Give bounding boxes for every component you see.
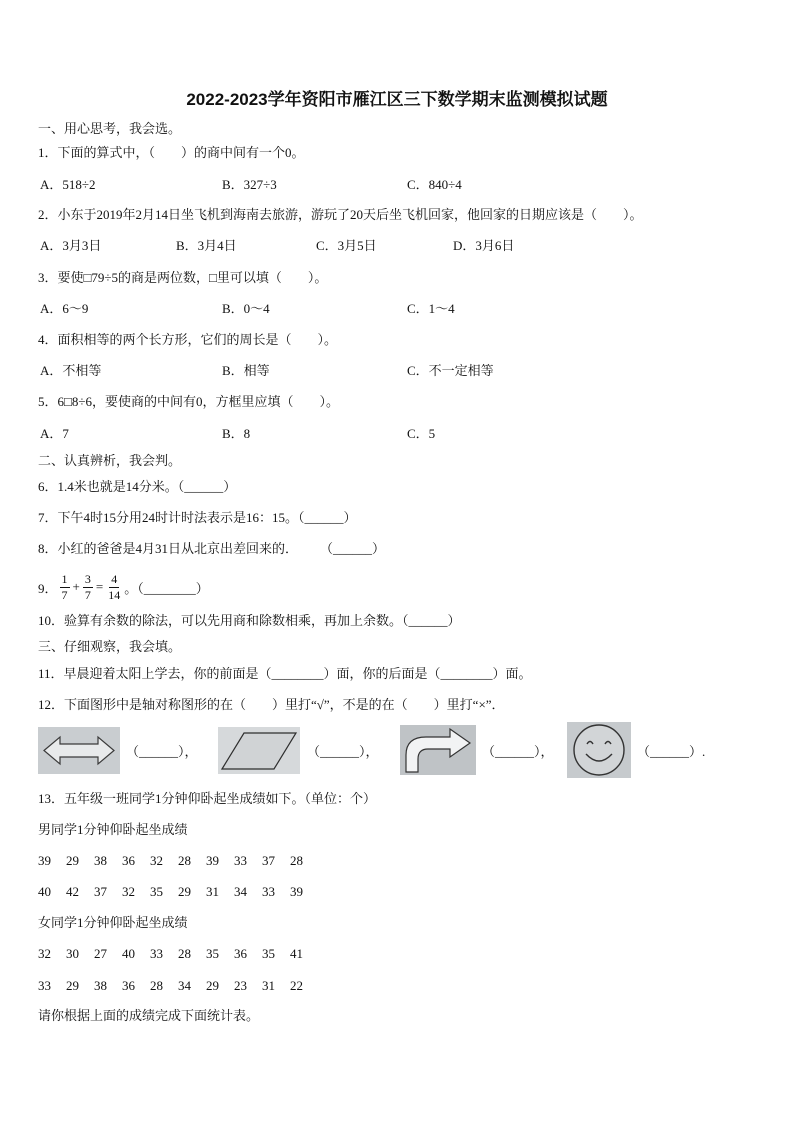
section-heading-judge: 二、认真辨析，我会判。 <box>38 453 182 468</box>
score-value: 31 <box>262 978 275 993</box>
q2-option-c: C．3月5日 <box>316 238 377 253</box>
score-value: 23 <box>234 978 247 993</box>
q1-option-c: C．840÷4 <box>407 177 462 192</box>
q4-option-b: B．相等 <box>222 363 270 378</box>
q1-option-a: A．518÷2 <box>40 177 96 192</box>
score-value: 33 <box>262 884 275 899</box>
question-4: 4．面积相等的两个长方形，它们的周长是（ ）。 <box>38 332 338 347</box>
question-8-blank: （______） <box>320 541 386 556</box>
score-value: 36 <box>122 853 135 868</box>
female-scores-row-1 <box>38 946 318 962</box>
score-value: 33 <box>38 978 51 993</box>
smiley-face-icon <box>567 722 631 778</box>
score-value: 29 <box>66 853 79 868</box>
score-value: 37 <box>262 853 275 868</box>
q3-option-a: A．6～9 <box>40 301 89 316</box>
q5-option-b: B．8 <box>222 426 251 441</box>
score-value: 28 <box>150 978 163 993</box>
question-11: 11．早晨迎着太阳上学去，你的前面是（________）面，你的后面是（________）面。 <box>38 666 532 681</box>
q4-option-c: C．不一定相等 <box>407 363 494 378</box>
q5-option-a: A．7 <box>40 426 69 441</box>
question-10: 10．验算有余数的除法，可以先用商和除数相乘，再加上余数。（______） <box>38 613 461 628</box>
score-value: 31 <box>206 884 219 899</box>
score-value: 41 <box>290 946 303 961</box>
score-value: 34 <box>234 884 247 899</box>
male-scores-row-2 <box>38 884 318 900</box>
score-value: 22 <box>290 978 303 993</box>
plus-sign: + <box>72 579 80 594</box>
fraction-numerator: 3 <box>84 571 91 586</box>
score-value: 33 <box>150 946 163 961</box>
score-value: 28 <box>178 853 191 868</box>
question-3: 3．要使□79÷5的商是两位数，□里可以填（ ）。 <box>38 270 328 285</box>
male-scores-row-1 <box>38 853 318 869</box>
score-value: 32 <box>38 946 51 961</box>
score-value: 35 <box>262 946 275 961</box>
question-9 <box>38 567 209 607</box>
score-value: 29 <box>178 884 191 899</box>
question-9-number: 9． <box>38 580 58 596</box>
q2-option-a: A．3月3日 <box>40 238 102 253</box>
section-heading-fill: 三、仔细观察，我会填。 <box>38 639 182 654</box>
score-value: 40 <box>38 884 51 899</box>
question-8 <box>38 541 385 557</box>
equals-sign: = <box>95 579 104 594</box>
female-scores-heading: 女同学1分钟仰卧起坐成绩 <box>38 915 188 930</box>
score-value: 35 <box>206 946 219 961</box>
score-value: 42 <box>66 884 79 899</box>
score-value: 32 <box>150 853 163 868</box>
curved-arrow-icon <box>400 725 476 775</box>
q2-option-d: D．3月6日 <box>453 238 515 253</box>
question-2: 2．小东于2019年2月14日坐飞机到海南去旅游，游玩了20天后坐飞机回家，他回家的日期应该是（ ）。 <box>38 207 643 222</box>
fraction-one-seventh <box>60 572 70 603</box>
score-value: 36 <box>122 978 135 993</box>
score-value: 39 <box>206 853 219 868</box>
question-13: 13．五年级一班同学1分钟仰卧起坐成绩如下。（单位：个） <box>38 791 377 806</box>
score-value: 38 <box>94 978 107 993</box>
score-value: 36 <box>234 946 247 961</box>
score-value: 40 <box>122 946 135 961</box>
figure-1-answer-blank: （______）， <box>126 744 198 759</box>
section-heading-choice: 一、用心思考，我会选。 <box>38 121 182 136</box>
score-value: 28 <box>178 946 191 961</box>
q5-option-c: C．5 <box>407 426 436 441</box>
fraction-denominator: 7 <box>84 587 91 602</box>
table-instruction: 请你根据上面的成绩完成下面统计表。 <box>38 1008 260 1023</box>
question-5: 5．6□8÷6，要使商的中间有0，方框里应填（ ）。 <box>38 394 339 409</box>
female-scores-row-2 <box>38 978 318 994</box>
score-value: 28 <box>290 853 303 868</box>
score-value: 29 <box>206 978 219 993</box>
score-value: 34 <box>178 978 191 993</box>
score-value: 37 <box>94 884 107 899</box>
double-arrow-icon <box>38 727 120 774</box>
question-6: 6．1.4米也就是14分米。（______） <box>38 479 237 494</box>
q4-option-a: A．不相等 <box>40 363 102 378</box>
score-value: 35 <box>150 884 163 899</box>
q1-option-b: B．327÷3 <box>222 177 277 192</box>
parallelogram-icon <box>218 727 300 774</box>
score-value: 30 <box>66 946 79 961</box>
fraction-denominator: 14 <box>108 587 121 602</box>
score-value: 39 <box>290 884 303 899</box>
q2-option-b: B．3月4日 <box>176 238 237 253</box>
fraction-denominator: 7 <box>61 587 68 602</box>
male-scores-heading: 男同学1分钟仰卧起坐成绩 <box>38 822 188 837</box>
question-1: 1．下面的算式中，（ ）的商中间有一个0。 <box>38 145 305 160</box>
q3-option-c: C．1～4 <box>407 301 455 316</box>
question-9-tail: 。（________） <box>124 580 209 596</box>
question-8-text: 8．小红的爸爸是4月31日从北京出差回来的． <box>38 541 299 556</box>
score-value: 38 <box>94 853 107 868</box>
score-value: 29 <box>66 978 79 993</box>
score-value: 27 <box>94 946 107 961</box>
page-title: 2022-2023学年资阳市雁江区三下数学期末监测模拟试题 <box>186 90 608 109</box>
q3-option-b: B．0～4 <box>222 301 270 316</box>
score-value: 32 <box>122 884 135 899</box>
question-7: 7．下午4时15分用24时计时法表示是16：15。（______） <box>38 510 357 525</box>
score-value: 33 <box>234 853 247 868</box>
fraction-three-sevenths <box>83 572 93 603</box>
figure-2-answer-blank: （______）， <box>307 744 379 759</box>
fraction-numerator: 4 <box>111 571 118 586</box>
figure-3-answer-blank: （______）， <box>482 744 554 759</box>
fraction-numerator: 1 <box>61 571 68 586</box>
score-value: 39 <box>38 853 51 868</box>
fraction-four-fourteenths <box>106 572 122 603</box>
question-12: 12．下面图形中是轴对称图形的在（ ）里打“√”，不是的在（ ）里打“×”． <box>38 697 505 712</box>
figure-4-answer-blank: （______）. <box>637 744 706 759</box>
